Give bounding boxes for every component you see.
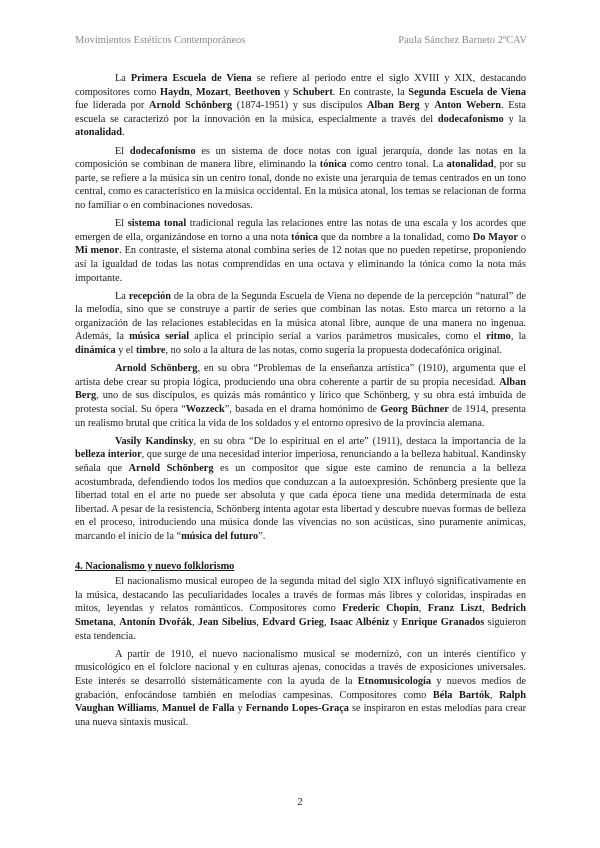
text-run: como centro tonal. La (346, 159, 447, 171)
bold-term: dodecafonismo (437, 113, 504, 125)
bold-term: tónica (291, 231, 319, 243)
page-number: 2 (297, 796, 303, 808)
text-run: , (256, 616, 263, 628)
text-run: , en su obra “De lo espiritual en el arte” (1911), destaca la importancia de la (193, 435, 527, 447)
text-run: y nuevos medios de grabación, enfocándose también en melodías campesinas. Compositores como (75, 675, 526, 701)
body-paragraph (75, 648, 526, 730)
bold-term: Segunda Escuela de Viena (408, 86, 527, 98)
bold-term: belleza interior (75, 449, 142, 461)
body-paragraph (75, 290, 526, 358)
bold-term: Fernando Lopes-Graça (245, 703, 349, 715)
text-run: , (418, 603, 428, 615)
bold-term: Haydn (159, 86, 190, 98)
text-run: es un compositor que sigue este camino de renuncia a la belleza acostumbrada, defendiendo todos los medios que conduzcan a la autoexpresión. Schönberg presiente que la libertad total en el arte no puede ser absoluta y que cada época tiene una medida determinada de esta libertad. A pesar de la resistencia, Schönberg intenta agotar esta libertad y descubre nuevas formas de belleza en el proceso, introduciendo una música donde las vivencias no son acústicas, sino puramente anímicas, marcando el inicio de la “ (75, 463, 526, 542)
text-run: , por su parte, se refiere a la música sin un centro tonal, donde no existe una jerarquía de temas centrados en un tono central, como es característico en la música occidental. En la música atonal, los temas se relacionan de forma no familiar o en combinaciones novedosas. (75, 159, 526, 211)
bold-term: recepción (128, 290, 171, 302)
bold-term: Anton Webern (434, 100, 502, 112)
bold-term: Ralph Vaughan Williams (75, 689, 526, 715)
body-paragraph (75, 72, 526, 140)
text-run: se refiere al periodo entre el siglo XVIII y XIX, destacando compositores como (75, 73, 526, 98)
page-footer (0, 796, 600, 808)
text-run: La (115, 290, 129, 302)
bold-term: Mozart (195, 86, 229, 98)
bold-term: timbre (135, 345, 166, 357)
bold-term: Georg Büchner (380, 404, 449, 416)
bold-term: Wozzeck (185, 404, 225, 416)
text-run: , (191, 616, 198, 628)
text-run: . (121, 127, 125, 139)
text-run: y (419, 100, 435, 112)
bold-term: Vasily Kandinsky (115, 435, 194, 447)
bold-term: Schubert (292, 86, 333, 98)
text-run: (1874-1951) y sus discípulos (232, 100, 367, 112)
text-run: , (482, 603, 492, 615)
bold-term: Jean Sibelius (197, 616, 257, 628)
body-paragraph (75, 575, 526, 643)
text-run: es un sistema de doce notas con igual jerarquía, donde las notas en la composición se combinan de manera libre, eliminando la (75, 145, 526, 171)
bold-term: Arnold Schönberg (149, 100, 233, 112)
text-run: y (234, 703, 246, 715)
text-run: , (156, 703, 162, 715)
text-run: A partir de 1910, el nuevo nacionalismo musical se modernizó, con un interés científico y musicológico en el folclore nacional y en culturas ajenas, conocidas a través de exposiciones universales. Este interés se desarrolló sistemáticamente con la ayuda de la (75, 648, 526, 687)
bold-term: atonalidad (75, 127, 122, 139)
text-run: siguieron esta tendencia. (75, 616, 526, 642)
text-run: , la (510, 331, 527, 343)
text-run: , (228, 86, 235, 98)
text-run: El (115, 145, 130, 157)
text-run: , uno de sus discípulos, es quizás más romántico y lírico que Schönberg, y su obra está imbuida de protesta social. Su ópera “ (75, 390, 526, 416)
bold-term: Do Mayor (472, 231, 518, 243)
bold-term: Arnold Schönberg (115, 363, 198, 375)
bold-term: dinámica (75, 345, 116, 357)
bold-term: Arnold Schönberg (128, 463, 214, 474)
text-run: , (113, 616, 120, 628)
text-run: se inspiraron en estas melodías para crear una nueva sintaxis musical. (75, 703, 526, 728)
body-paragraph (75, 217, 526, 285)
bold-term: ritmo (486, 331, 511, 343)
bold-term: Alban Berg (75, 376, 526, 402)
text-run: , en su obra “Problemas de la enseñanza artística” (1910), argumenta que el artista debe crear su propia lógica, produciendo una obra coherente a partir de su propia necesidad. (75, 363, 526, 388)
text-run: y la (503, 113, 526, 125)
bold-term: Frederic Chopin (342, 603, 419, 615)
bold-term: música del futuro (181, 530, 259, 542)
text-run: , que surge de una necesidad interior imperiosa, renunciando a la belleza habitual. Kandinsky señala que (75, 449, 526, 474)
text-run: fue liderada por (75, 100, 150, 112)
bold-term: Béla Bartók (432, 689, 490, 701)
text-run: ”. (258, 530, 266, 542)
bold-term: Bedrich Smetana (75, 603, 527, 628)
bold-term: Franz Liszt (427, 603, 483, 615)
text-run: de 1914, presenta un realismo brutal que critica la vida de los soldados y el entorno opresivo de la provincia alemana. (75, 404, 526, 429)
bold-term: Mi menor (75, 245, 120, 257)
text-run: , (189, 86, 196, 98)
bold-term: Beethoven (234, 86, 281, 98)
body-paragraph (75, 145, 526, 213)
bold-term: Primera Escuela de Viena (130, 73, 252, 84)
text-run: La (115, 73, 131, 84)
text-run: . En contraste, la (332, 86, 409, 98)
bold-term: Enrique Granados (401, 616, 485, 628)
text-run: tradicional regula las relaciones entre las notas de una escala y los acordes que emergen de ella, organizándose en torno a una nota (75, 218, 526, 243)
bold-term: Edvard Grieg (262, 616, 324, 628)
text-run: y (280, 86, 293, 98)
bold-term: Antonín Dvořák (119, 616, 192, 628)
text-run: o (517, 231, 527, 243)
body-paragraph (75, 435, 526, 544)
bold-term: Manuel de Falla (161, 703, 235, 715)
text-run: , (323, 616, 330, 628)
text-run: El nacionalismo musical europeo de la segunda mitad del siglo XIX influyó significativamente en la música, destacando las peculiaridades locales a través de formas más libres y coloridas, inspiradas en mitos, leyendas y relatos románticos. Compositores como (75, 576, 526, 615)
text-run: ”, basada en el drama homónimo de (224, 404, 381, 416)
text-run: y el (115, 345, 136, 357)
text-run: y (389, 616, 402, 628)
document-body (75, 72, 526, 729)
header-course-title: Movimientos Estéticos Contemporáneos (75, 35, 246, 46)
bold-term: música serial (129, 331, 190, 343)
text-run: El (115, 218, 128, 230)
header-author: Paula Sánchez Barneto 2ºCAV (398, 35, 527, 46)
bold-term: Etnomusicología (357, 675, 432, 687)
text-run: de la obra de la Segunda Escuela de Viena no depende de la percepción “natural” de la melodía, sino que se construye a partir de series que combinan las notas. Esto marca un retorno a la organización de las relaciones establecidas en la música atonal libre, aunque de una manera no ingenua. Además, la (75, 290, 527, 343)
section-heading: 4. Nacionalismo y nuevo folklorismo (75, 560, 235, 572)
body-paragraph (75, 362, 526, 430)
bold-term: Isaac Albéniz (329, 616, 390, 628)
text-run: . Esta escuela se caracterizó por la innovación en la música, especialmente a través del (75, 100, 526, 125)
text-run: aplica el principio serial a varios parámetros musicales, como el (189, 331, 487, 343)
text-run: . En contraste, el sistema atonal combina series de 12 notas que no pueden repetirse, proponiendo así la igualdad de todas las notas comprendidas en una octava y eliminando la tónica como la nota más importante. (75, 245, 526, 284)
text-run: , (489, 689, 500, 701)
page-header (75, 35, 527, 49)
text-run: , no solo a la altura de las notas, como sugería la propuesta dodecafónica original. (165, 345, 503, 357)
bold-term: Alban Berg (366, 100, 420, 112)
bold-term: tónica (319, 159, 347, 171)
section-paragraphs (75, 575, 526, 729)
main-paragraphs (75, 72, 526, 544)
bold-term: atonalidad (446, 159, 494, 171)
text-run: que da nombre a la tonalidad, como (318, 231, 473, 243)
bold-term: sistema tonal (127, 218, 187, 230)
bold-term: dodecafonismo (129, 145, 196, 157)
